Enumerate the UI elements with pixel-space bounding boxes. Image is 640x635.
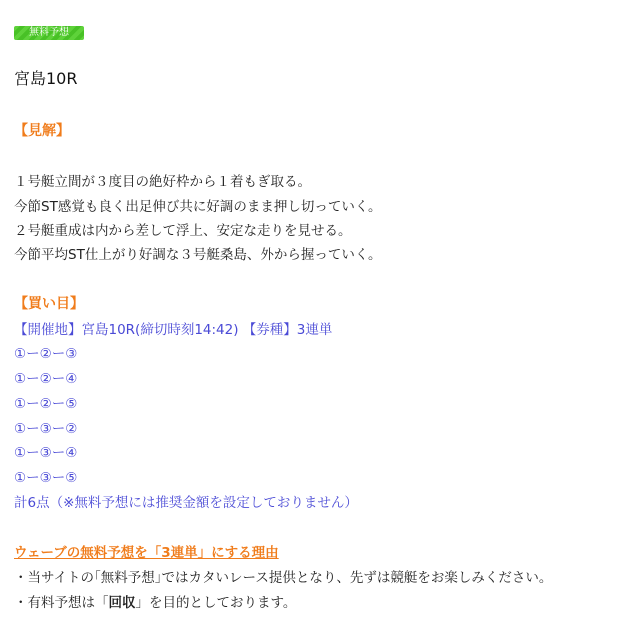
analysis-line-2: 今節ST感覚も良く出足伸び共に好調のまま押し切っていく。 xyxy=(14,199,382,215)
analysis-line-3: ２号艇重成は内から差して浮上、安定な走りを見せる。 xyxy=(14,223,352,239)
reason-heading: ウェーブの無料予想を「3連単」にする理由 xyxy=(14,545,279,561)
race-title: 宮島10R xyxy=(14,69,78,88)
free-prediction-badge: 無料予想 xyxy=(14,26,84,40)
analysis-heading: 【見解】 xyxy=(14,123,70,139)
bet-combo-4: ①ー③ー② xyxy=(14,421,78,437)
reason-line-1: ・当サイトの｢無料予想｣ではカタいレース提供となり、先ずは競艇をお楽しみください。 xyxy=(14,570,553,586)
bet-combo-2: ①ー②ー④ xyxy=(14,371,78,387)
bets-total: 計6点（※無料予想には推奨金額を設定しておりません） xyxy=(14,495,358,511)
reason-line-2-pre: ・有料予想は「 xyxy=(14,595,109,611)
bet-combo-3: ①ー②ー⑤ xyxy=(14,396,78,412)
reason-line-2 xyxy=(14,591,296,611)
bets-heading: 【買い目】 xyxy=(14,296,84,312)
reason-line-2-bold: 回収 xyxy=(108,595,136,611)
bet-combo-5: ①ー③ー④ xyxy=(14,445,78,461)
analysis-line-4: 今節平均ST仕上がり好調な３号艇桑島、外から握っていく。 xyxy=(14,247,382,263)
bet-combo-6: ①ー③ー⑤ xyxy=(14,470,78,486)
bet-combo-1: ①ー②ー③ xyxy=(14,346,78,362)
bets-info: 【開催地】宮島10R(締切時刻14:42) 【券種】3連単 xyxy=(14,322,333,338)
analysis-line-1: １号艇立間が３度目の絶好枠から１着もぎ取る。 xyxy=(14,174,311,190)
reason-line-2-post: 」を目的としております。 xyxy=(135,595,297,611)
